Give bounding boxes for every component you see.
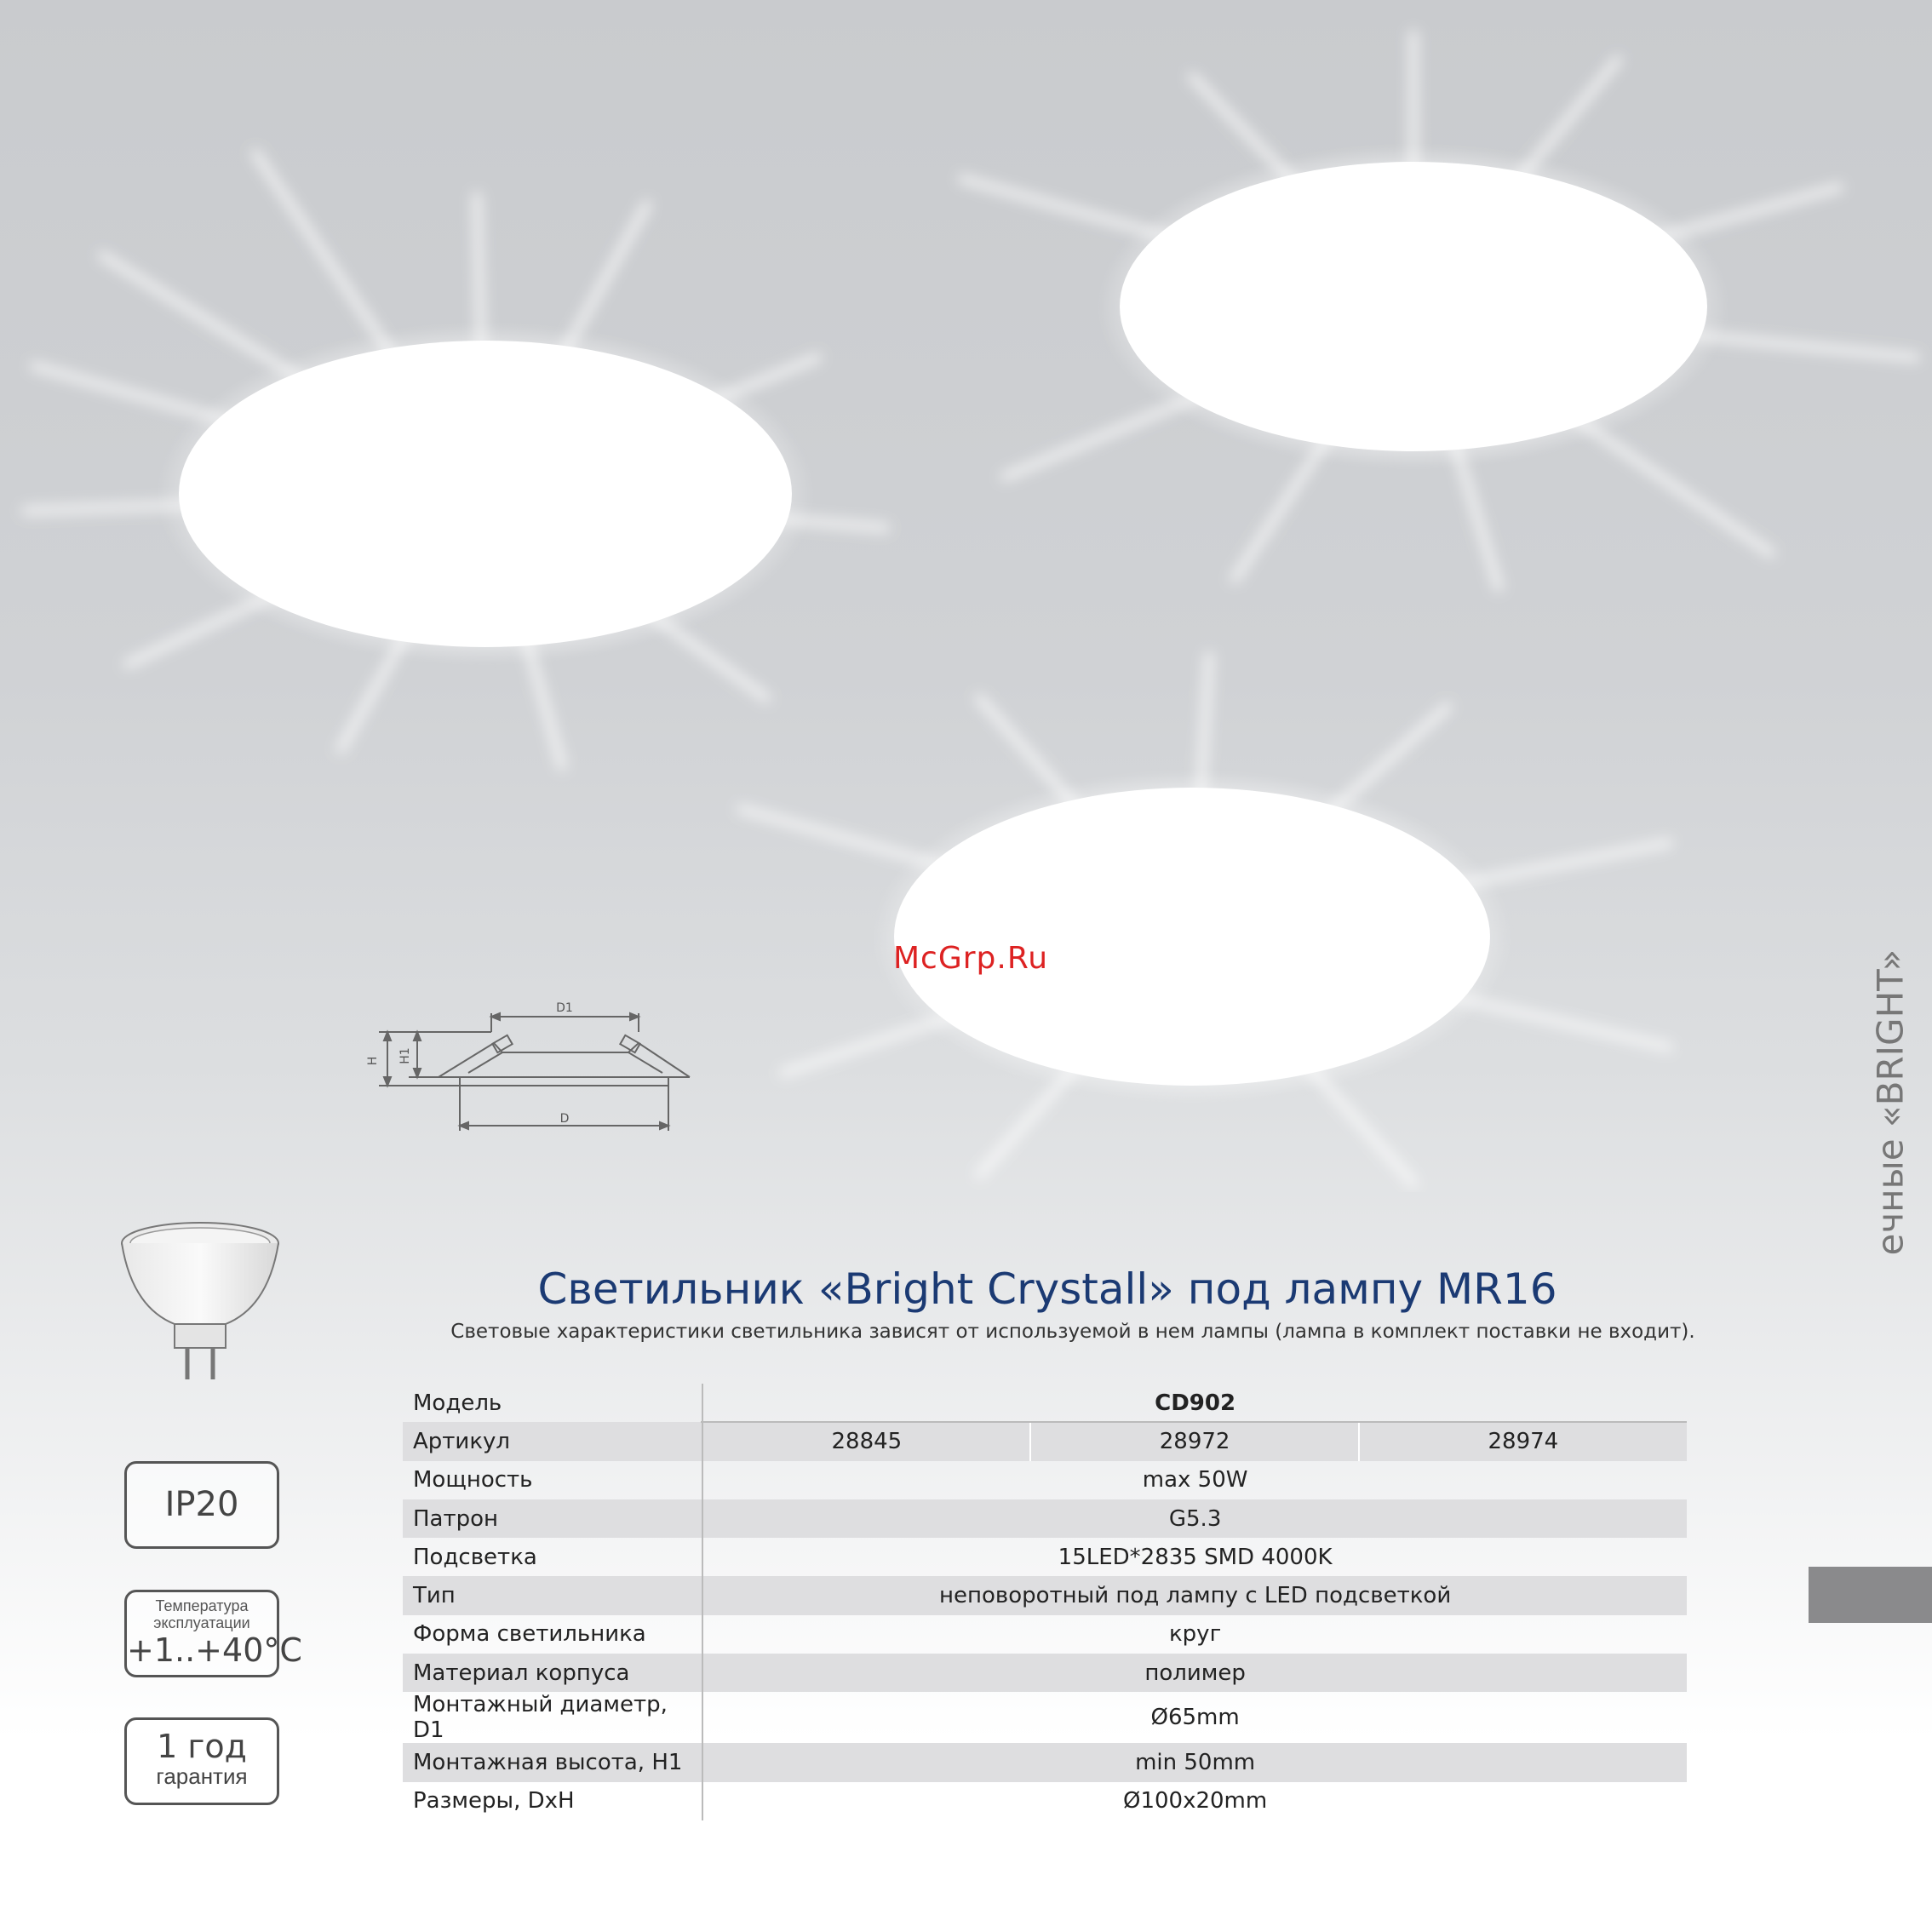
row-label: Патрон xyxy=(403,1499,702,1538)
page-tab-marker xyxy=(1809,1567,1932,1623)
row-value: CD902 xyxy=(1155,1390,1236,1416)
table-row xyxy=(403,1499,1687,1538)
row-label: Модель xyxy=(403,1384,702,1422)
row-value: круг xyxy=(1168,1621,1222,1648)
row-label: Артикул xyxy=(403,1422,702,1460)
table-row xyxy=(403,1654,1687,1692)
mr16-bulb-icon xyxy=(119,1213,290,1392)
table-row xyxy=(403,1782,1687,1820)
row-value: max 50W xyxy=(1142,1467,1248,1493)
ip-rating-badge xyxy=(124,1461,279,1549)
label-h1: H1 xyxy=(398,1047,412,1064)
article-value-1: 28845 xyxy=(702,1422,1030,1460)
lamp-glow-bottom xyxy=(741,656,1669,1184)
temperature-badge xyxy=(124,1590,302,1677)
table-row xyxy=(403,1615,1687,1654)
table-row-model xyxy=(403,1384,1687,1422)
warranty-badge xyxy=(124,1717,279,1805)
table-row-article xyxy=(403,1422,1687,1460)
row-label: Тип xyxy=(403,1576,702,1614)
row-label: Монтажная высота, H1 xyxy=(403,1743,702,1781)
row-label: Форма светильника xyxy=(403,1615,702,1654)
row-label: Размеры, DxH xyxy=(403,1782,702,1820)
table-row xyxy=(403,1743,1687,1781)
dimension-diagram xyxy=(358,979,698,1149)
label-d: D xyxy=(559,1112,570,1126)
row-value: G5.3 xyxy=(702,1499,1687,1538)
warranty-value: 1 год xyxy=(157,1728,247,1765)
table-row xyxy=(403,1538,1687,1576)
row-value: неповоротный под лампу с LED подсветкой xyxy=(702,1576,1687,1614)
row-value: min 50mm xyxy=(702,1743,1687,1781)
table-row xyxy=(403,1692,1687,1743)
row-label: Материал корпуса xyxy=(403,1654,702,1692)
page-title: Светильник «Bright Crystall» под лампу MR16 xyxy=(537,1264,1557,1314)
spec-table xyxy=(403,1384,1687,1820)
table-divider xyxy=(701,1421,1687,1423)
row-label: Мощность xyxy=(403,1461,702,1499)
lamp-glow-left xyxy=(26,153,886,766)
row-value: Ø100x20mm xyxy=(1123,1788,1268,1814)
ip-rating-value: IP20 xyxy=(164,1485,239,1524)
page-subtitle: Световые характеристики светильника зависят от используемой в нем лампы (лампа в комплект поставки не входит). xyxy=(450,1321,1695,1343)
temperature-value: +1..+40°C xyxy=(127,1631,302,1669)
temperature-label-2: эксплуатации xyxy=(153,1614,250,1631)
side-label-text: ечные «BRIGHT» xyxy=(1869,949,1912,1256)
row-value: полимер xyxy=(702,1654,1687,1692)
table-row xyxy=(403,1461,1687,1499)
label-d1: D1 xyxy=(556,1001,573,1015)
row-label: Монтажный диаметр, D1 xyxy=(403,1692,702,1743)
warranty-label: гарантия xyxy=(156,1763,248,1789)
row-value: Ø65mm xyxy=(1150,1705,1240,1731)
side-vertical-label xyxy=(1856,949,1924,1256)
article-value-3: 28974 xyxy=(1359,1422,1687,1460)
row-value: 15LED*2835 SMD 4000K xyxy=(1058,1544,1333,1570)
label-h: H xyxy=(366,1056,380,1066)
table-row xyxy=(403,1576,1687,1614)
row-label: Подсветка xyxy=(403,1538,702,1576)
temperature-label-1: Температура xyxy=(155,1597,249,1614)
lamp-glow-right xyxy=(962,34,1916,588)
watermark: McGrp.Ru xyxy=(892,941,1049,976)
article-value-2: 28972 xyxy=(1030,1422,1358,1460)
